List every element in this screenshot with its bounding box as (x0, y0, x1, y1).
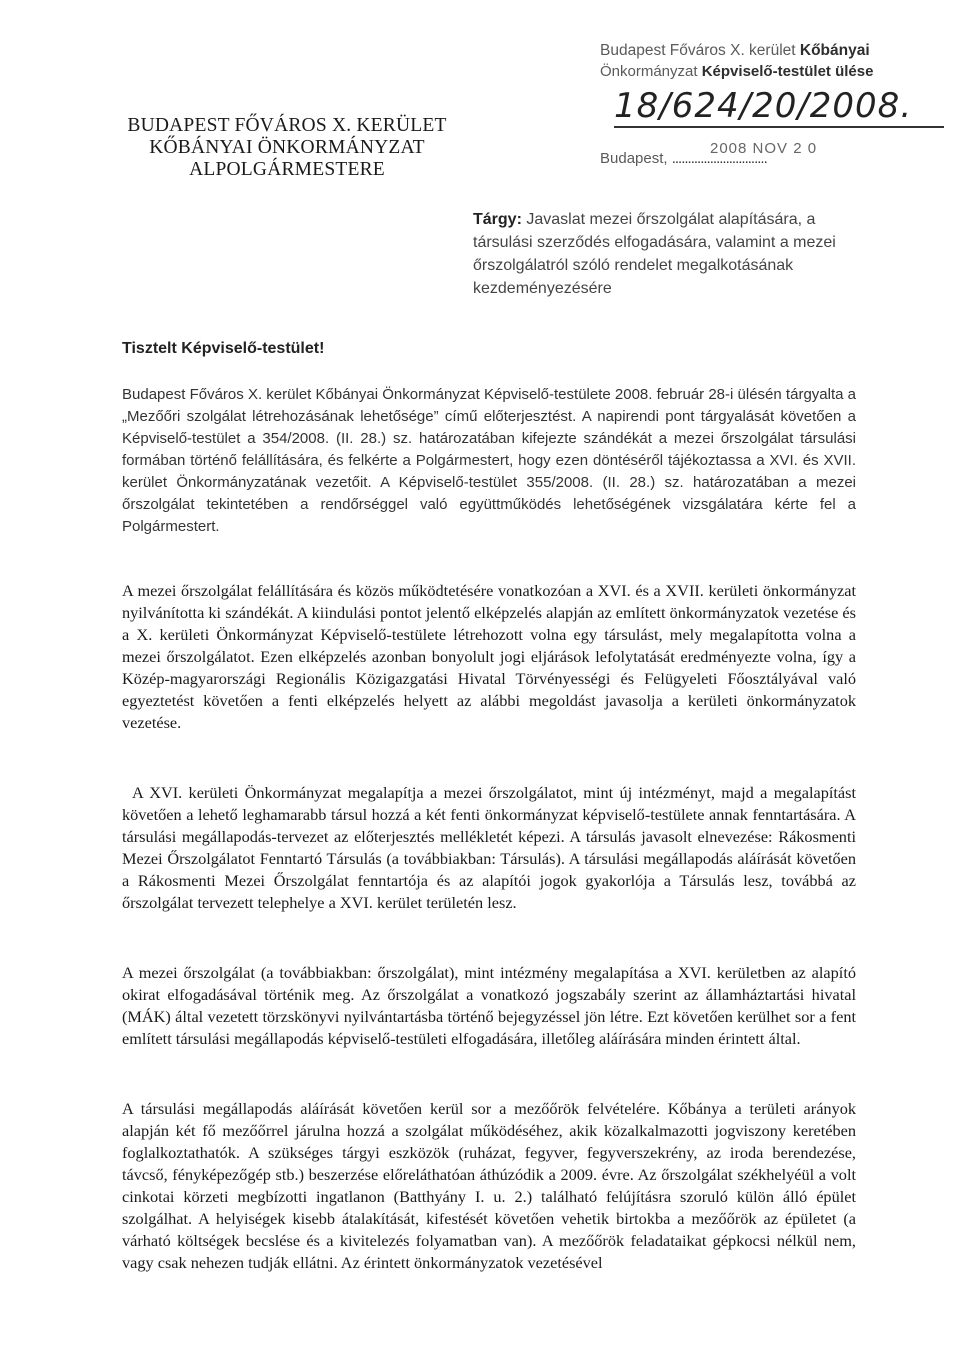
stamp-line-2-bold: Képviselő-testület ülése (701, 63, 874, 80)
paragraph-4-text: A mezei őrszolgálat (a továbbiakban: őrszolgálat), mint intézmény megalapítása a XVI. kerületben az alapító okirat elfogadásával történik meg. Az őrszolgálat a vonatkozó jogszabály szerint az államháztartási hivatal (MÁK) által vezetett törzskönyvi nyilvántartásba történő bejegyzéssel jön létre. Ezt követően kerülhet sor a fent említett társulási megállapodás képviselő-testületi elfogadására, illetőleg aláírására minden érintett által. (122, 963, 856, 1048)
received-stamp: 2008 NOV 2 0 (710, 140, 818, 157)
paragraph-2 (122, 580, 856, 734)
issuer-line-2: KŐBÁNYAI ÖNKORMÁNYZAT (149, 137, 425, 158)
paragraph-3 (122, 782, 856, 914)
paragraph-4 (122, 962, 856, 1050)
date-line (600, 140, 920, 167)
paragraph-1-text: Budapest Főváros X. kerület Kőbányai Önkormányzat Képviselő-testülete 2008. február 28-i ülésén tárgyalta a „Mezőőri szolgálat létrehozásának lehetősége” című előterjesztést. A napirendi pont tárgyalását követően a Képviselő-testület a 354/2008. (II. 28.) sz. határozatában kifejezte szándékát a mezei őrszolgálat társulási formában történő felállítására, és felkérte a Polgármestert, hogy ezen döntéséről tájékoztassa a XVI. és XVII. kerület Önkormányzatának vezetőit. A Képviselő-testület 355/2008. (II. 28.) sz. határozatában a mezei őrszolgálat tekintetében a rendőrséggel való együttműködés lehetőségének vizsgálatára kérte fel a Polgármestert. (122, 386, 856, 535)
issuer-line-1: BUDAPEST FŐVÁROS X. KERÜLET (127, 115, 447, 136)
subject-block (473, 208, 857, 300)
issuer-block (122, 115, 452, 181)
subject-label: Tárgy: (473, 211, 522, 228)
paragraph-2-text: A mezei őrszolgálat felállítására és közös működtetésére vonatkozóan a XVI. és a XVII. kerületi önkormányzat nyilvánította ki szándékát. A kiindulási pontot jelentő elképzelés alapján az említett önkormányzatok vezetése és a X. kerületi Önkormányzat Képviselő-testülete létrehozott volna egy társulást, mely megalapította volna a mezei őrszolgálatot. Ezen elképzelés azonban bonyolult jogi eljárások lefolytatását eredményezte volna, így a Közép-magyarországi Regionális Közigazgatási Hivatal Törvényességi és Felügyeleti Főosztályával való egyeztetést követően a fenti elképzelés helyett az alábbi megoldást javasolja a kerületi önkormányzatok vezetése. (122, 581, 856, 732)
session-stamp (600, 40, 920, 82)
date-dots: .............................. (671, 150, 767, 167)
subject-text: Javaslat mezei őrszolgálat alapítására, a társulási szerződés elfogadására, valamint a mezei őrszolgálatról szóló rendelet megalkotásának kezdeményezésére (473, 211, 836, 297)
issuer-line-3: ALPOLGÁRMESTERE (189, 159, 385, 180)
paragraph-3-text: A XVI. kerületi Önkormányzat megalapítja a mezei őrszolgálatot, mint új intézményt, majd a megalapítást követően a lehető leghamarabb társul hozzá a két fenti önkormányzat képviselő-testülete annak fenntartására. A társulási megállapodás-tervezet az előterjesztés mellékletét képezi. A társulás javasolt elnevezése: Rákosmenti Mezei Őrszolgálatot Fenntartó Társulás (a továbbiakban: Társulás). A társulási megállapodás aláírását követően a Rákosmenti Mezei Őrszolgálat fenntartója és az alapítói jogok gyakorlója a Társulás lesz, továbbá az őrszolgálat tervezett telephelye a XVI. kerület területén lesz. (122, 783, 856, 912)
stamp-line-2-light: Önkormányzat (600, 63, 702, 80)
paragraph-1 (122, 384, 856, 538)
paragraph-5-text: A társulási megállapodás aláírását követően kerül sor a mezőőrök felvételére. Kőbánya a területi arányok alapján két fő mezőőrrel járulna hozzá a szolgálat működéséhez, akik közalkalmazotti jogviszony keretében foglalkoztathatók. A szükséges tárgyi eszközök (ruházat, fegyver, fegyverszekrény, az iroda berendezése, távcső, fényképezőgép stb.) beszerzése előreláthatóan áthúzódik a 2009. évre. Az őrszolgálat székhelyéül a volt cinkotai körzeti megbízotti ingatlanon (Batthyány I. u. 2.) található felújításra szoruló külön álló épület szolgálhat. A helyiségek kisebb átalakítását, kifestését követően vehetik birtokba a mezőőrök az épületet (a várható költségek becslése és a kivitelezés folyamatban van). A mezőőrök feladataikat gépkocsi nélkül nem, vagy csak nehezen tudják ellátni. Az érintett önkormányzatok vezetésével (122, 1099, 856, 1272)
registration-number: 18/624/20/2008. (614, 86, 944, 128)
salutation: Tisztelt Képviselő-testület! (122, 340, 325, 357)
date-prefix: Budapest, (600, 150, 672, 167)
stamp-line-1-bold: Kőbányai (799, 42, 870, 59)
stamp-line-1-light: Budapest Főváros X. kerület (600, 42, 800, 59)
paragraph-5 (122, 1098, 856, 1274)
